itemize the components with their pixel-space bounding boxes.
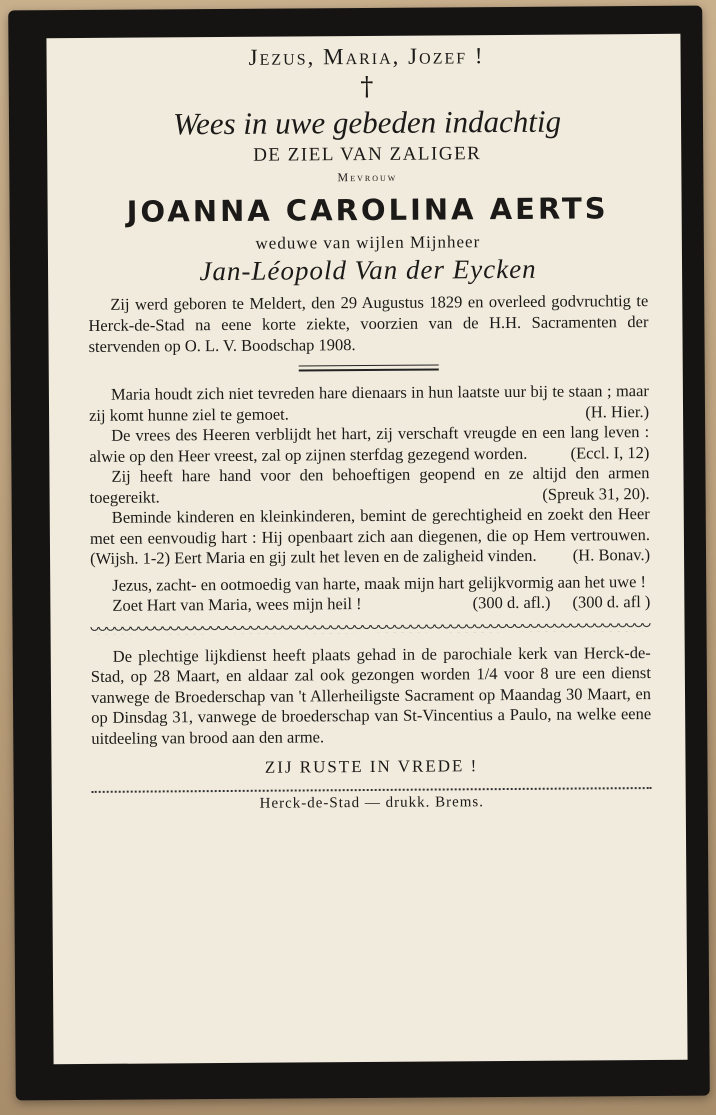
wavy-divider (91, 623, 651, 635)
prayer-item (90, 504, 650, 569)
invocation: Jezus, Maria, Jozef ! (248, 43, 485, 70)
biography: Zij werd geboren te Meldert, den 29 Augustus 1829 en overleed godvruchtig te Herck-de-Stad na eene korte ziekte, voorzien van de H.H. Sacramenten der stervenden op O. L. V. Boodschap 1908. (88, 291, 649, 356)
prayer-text: Maria houdt zich niet tevreden hare dienaars in hun laatste uur bij te staan ; maar zij komt hunne ziel te gemoet. (88, 381, 649, 425)
prayer-list (89, 381, 651, 616)
printer-imprint: Herck-de-Stad — drukk. Brems. (259, 794, 485, 812)
prayer-source: (300 d. afl ) (572, 592, 651, 612)
prayer-source: (H. Hier.) (585, 401, 650, 421)
soul-of-line: DE ZIEL VAN ZALIGER (253, 143, 482, 166)
funeral-notice: De plechtige lijkdienst heeft plaats gehad in de parochiale kerk van Herck-de-Stad, op 28 Maart, en aldaar zal ook gezongen worden 1/4 voor 8 ure een dienst vanwege de Broederschap van 't Allerheiligste Sacrament op Maandag 30 Maart, en op Dinsdag 31, vanwege de broederschap van St-Vincentius a Paulo, na welke eene uitdeeling van brood aan den arme. (90, 642, 652, 748)
prayer-source: (Spreuk 31, 20). (542, 483, 650, 504)
cross-icon: † (360, 71, 374, 103)
deceased-name: JOANNA CAROLINA AERTS (126, 191, 609, 229)
widow-line: weduwe van wijlen Mijnheer (255, 232, 481, 253)
prayer-source: (H. Bonav.) (572, 545, 651, 565)
divider-rule (299, 364, 439, 371)
prayer-text: Zij heeft hare hand voor den behoeftigen geopend en ze altijd den armen toegereikt. (89, 463, 650, 507)
prayer-source: (300 d. afl.) (472, 592, 551, 613)
prayer-text: Zoet Hart van Maria, wees mijn heil ! (112, 594, 362, 615)
memorial-card (46, 34, 687, 1064)
husband-name: Jan-Léopold Van der Eycken (199, 253, 537, 287)
prayer-source: (Eccl. I, 12) (570, 442, 650, 463)
dotted-divider (92, 787, 652, 793)
rest-in-peace: ZIJ RUSTE IN VREDE ! (264, 756, 479, 777)
remember-heading: Wees in uwe gebeden indachtig (172, 103, 562, 142)
prayer-text: Jezus, zacht- en ootmoedig van harte, maak mijn hart gelijkvormig aan het uwe ! (112, 571, 647, 595)
prayer-item (89, 422, 649, 467)
prayer-text: Beminde kinderen en kleinkinderen, bemint de gerechtigheid en zoekt den Heer met een eenvoudig hart : Hij openbaart zich aan diegenen, die op Hem vertrouwen. (Wijsh. 1-2) Eert Maria en gij zult het leven en de zaligheid vinden. (89, 504, 650, 568)
prayer-item (89, 463, 649, 508)
prayer-text: De vrees des Heeren verblijdt het hart, zij verschaft vreugde en een lang leven : alwie op den Heer vreest, zal op zijnen sterfdag gezegend worden. (89, 422, 650, 466)
prayer-item (89, 381, 649, 426)
title-word: Mevrouw (337, 169, 398, 185)
